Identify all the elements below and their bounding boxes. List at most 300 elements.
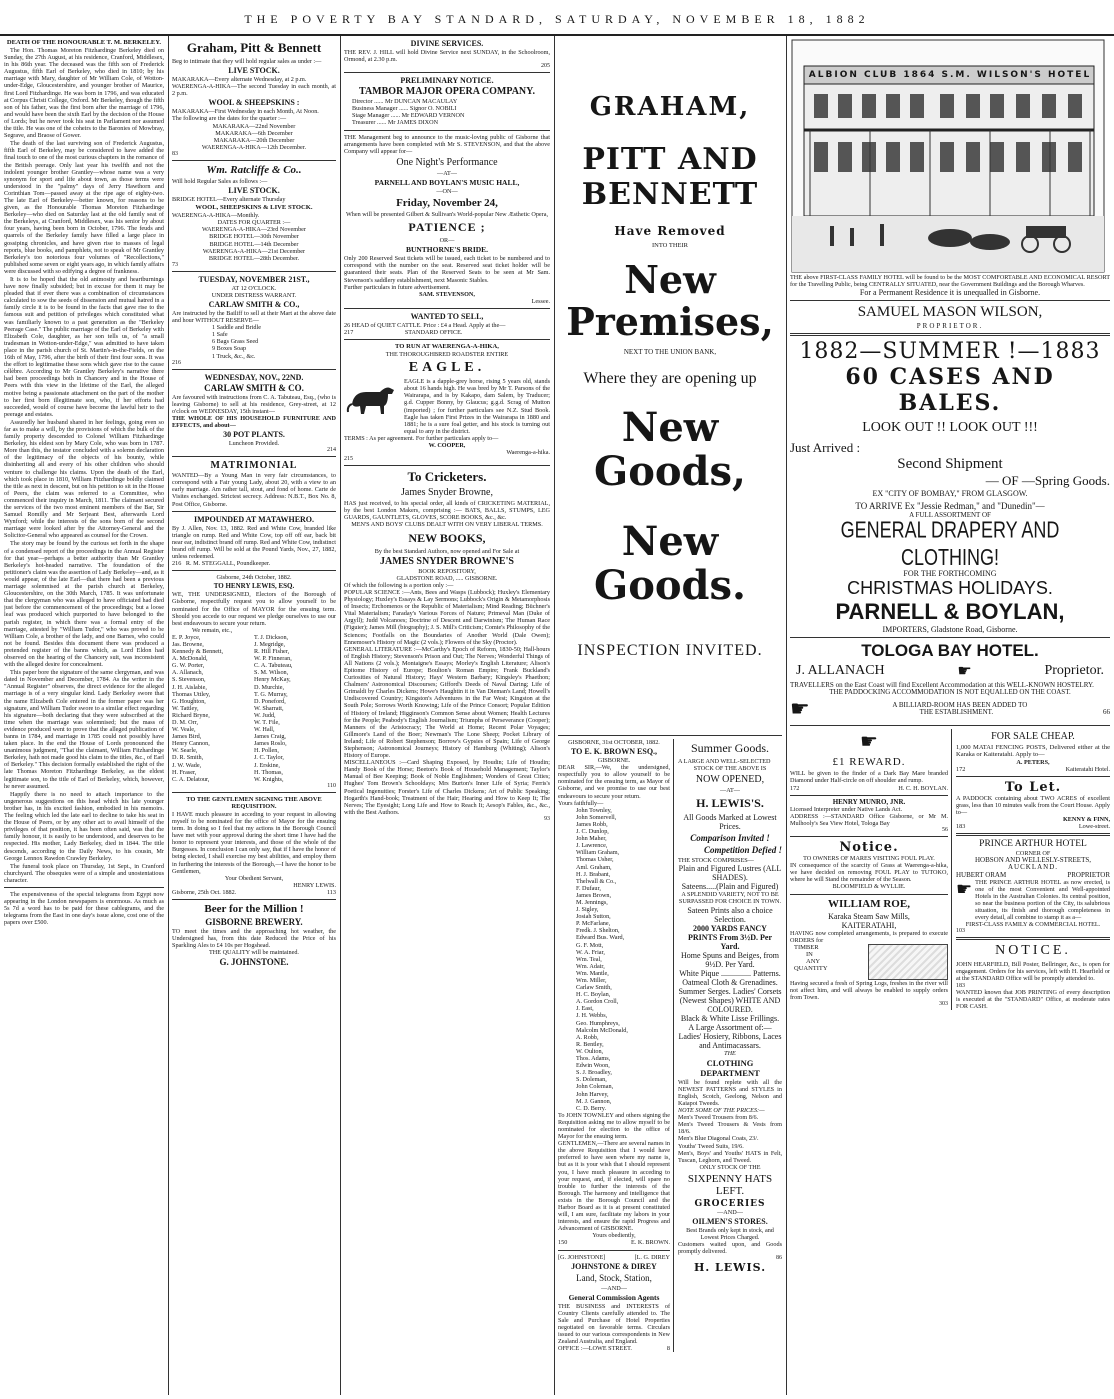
ad-text: Only 200 Reserved Seat tickets will be issued, each ticket to be numbered and to correspond with the number on the seat. Reserved seat ticket holder will be guaranteed their seats. Plan of the Reserved Seats to be seen at Mr Sam. Stevenson's saddlery establishment, next Masonic Stables. bbox=[344, 255, 550, 284]
divider bbox=[172, 369, 336, 370]
ad-number: 56 bbox=[942, 827, 948, 834]
masthead bbox=[0, 0, 1114, 36]
ad-text: Yours faithfully— bbox=[558, 799, 604, 807]
ad-text: THE STOCK COMPRISES— bbox=[678, 857, 754, 865]
ad-heading: General Commission Agents bbox=[568, 1292, 660, 1302]
ad-text: TO meet the times and the approaching hot weather, the Undersigned has, from this date Reduced the Price of his Sparkling Ales to £4 10s per Hogshead. bbox=[172, 927, 336, 950]
divider bbox=[344, 465, 550, 466]
divider bbox=[172, 511, 336, 512]
ad-heading: PARNELL AND BOYLAN'S MUSIC HALL, bbox=[374, 177, 520, 187]
ad-signature: H. LEWIS. bbox=[693, 1261, 767, 1275]
col5-lower-right bbox=[956, 729, 1110, 1009]
divider bbox=[558, 1250, 670, 1251]
berkeley-heading: DEATH OF THE HONOURABLE T. M. BERKELEY. bbox=[6, 39, 162, 46]
list-item: W. Searle, bbox=[172, 747, 198, 755]
ad-heading: GISBORNE BREWERY. bbox=[205, 916, 303, 927]
list-item: H. J. Brabant, bbox=[576, 870, 611, 878]
ad-text: THE PRINCE ARTHUR HOTEL as now erected, is one of the most Convenient and Well-appointed Hotels in the Australian Colonies. Its central position, so near the business portion of the City, its salubrious situation, its finish and thorough completeness in every detail, all combine to stamp it as a— bbox=[975, 878, 1110, 922]
ad-text: ADDRESS :—STANDARD Office Gisborne, or Mr M. Mulhooly's Sea View Hotel, Tologa Bay bbox=[790, 812, 948, 827]
ad-text bbox=[172, 889, 336, 896]
ad-text bbox=[956, 872, 1110, 879]
paragraph: The funeral took place on Thursday, 1st Sept., in Cranford churchyard. The obsequies were of a simple and unostentatious character. bbox=[4, 862, 164, 884]
list-item: James Craig, bbox=[254, 733, 286, 741]
list-item: A. McDonald, bbox=[172, 655, 208, 663]
ad-text bbox=[558, 1239, 670, 1246]
ad-text: Will hold Regular Sales as follows :— bbox=[172, 177, 268, 185]
ad-text: J. ALLANACH bbox=[796, 663, 885, 679]
ad-text: Customers waited upon, and Goods promptly delivered. bbox=[678, 1241, 782, 1256]
ad-text: THE REV. J. HILL will hold Divine Service next SUNDAY, in the Schoolroom, Ormond, at 2.30 p.m. bbox=[344, 49, 550, 64]
lewis-reply bbox=[172, 796, 336, 896]
ad-heading: 30 POT PLANTS. bbox=[223, 430, 285, 440]
ad-heading: James Snyder Browne, bbox=[401, 487, 493, 499]
hotel-sign: ALBION CLUB 1864 S.M. WILSON'S HOTEL bbox=[808, 70, 1092, 80]
col5-lower bbox=[790, 729, 1110, 1009]
ad-text: TO ARRIVE Ex "Jessie Redman," and "Dunedin"— bbox=[855, 501, 1045, 512]
ad-text: Black & White Lisse Frillings. bbox=[680, 1013, 780, 1023]
paragraph: The expensiveness of the special telegrams from Egypt now appearing in the London newspapers is enormous. As much as 5s 7d a word has to be paid for these cablegrams, and the telegrams from the East in one day's issue alone, cost one of the papers over £500. bbox=[4, 890, 164, 927]
ad-text: GISBORNE, 31st OCTOBER, 1882. bbox=[568, 739, 660, 746]
ad-text: HAVING now completed arrangements, is prepared to execute ORDERS for bbox=[790, 929, 948, 944]
list-item: John Coleman, bbox=[576, 1083, 614, 1091]
ad-heading: PITT AND BENNETT bbox=[581, 142, 759, 212]
list-item: M. J. Gannon, bbox=[576, 1097, 612, 1105]
list-item: C. D. Berry. bbox=[576, 1104, 607, 1112]
ad-text bbox=[956, 823, 1110, 830]
paragraph: Happily there is no need to attach importance to the ungenerous suggestions on this head which his late younger brother has, in his excited fashion, embodied in his memoirs. The feeling which led the late earl to decline to take his seat in the House of Peers, or by any other act to avail himself of the privileges of that position, it has been often said, was that the family honour, it is easily to be understood, and deserves to be respected. His mother, Lady Berkeley, died in 1844. The title descends, according to the Daily News, to his cousin, Mr George Lennox Rawdon Crawley Berkeley. bbox=[4, 790, 164, 862]
list-item: P. McFarlane, bbox=[576, 920, 611, 928]
ad-text: A LARGE AND WELL-SELECTED bbox=[678, 758, 771, 765]
divine-services-ad bbox=[344, 39, 550, 69]
ad-heading: Friday, November 24, bbox=[396, 197, 498, 210]
ad-text: By J. Allen, Nov. 13, 1882. Red and White Cow, branded like triangle on rump. Red and White Cow, top off off ear, back bit near ear, indistinct brand off rump. Red and White Cow, indistinct brand off rump. Will be sold at the Pound Yards, Nov., 27, 1882, unless redeemed. bbox=[172, 524, 336, 561]
ad-heading: MATRIMONIAL bbox=[210, 460, 298, 472]
ad-heading: TO THE GENTLEMEN SIGNING THE ABOVE REQUISITION. bbox=[186, 795, 322, 810]
list-item: 1 Truck, &c., &c. bbox=[212, 352, 256, 360]
ad-text: A SPLENDID VARIETY, NOT TO BE SURPASSED FOR CHOICE IN TOWN. bbox=[678, 891, 782, 906]
timber-illustration bbox=[868, 944, 948, 980]
ad-text: THE above FIRST-CLASS FAMILY HOTEL will be found to be the MOST COMFORTABLE AND ECONOMICAL RESORT for the Travelling Public, being CENTRALLY SITUATED, near the Government Buildings and the Borough Wharves. bbox=[790, 274, 1110, 289]
divider bbox=[790, 836, 948, 837]
list-item: G. F. Mott, bbox=[576, 941, 604, 949]
telegrams-article bbox=[4, 891, 164, 926]
ad-text: CORNER OF bbox=[1015, 850, 1051, 858]
list-item: J. C. Dunlop, bbox=[576, 828, 609, 836]
ad-text: All Goods Marked at Lowest Prices. bbox=[683, 813, 777, 832]
list-item: W. Oulton, bbox=[576, 1047, 604, 1055]
ad-number: 8 bbox=[666, 1345, 670, 1353]
ad-signature: A. PETERS, bbox=[1016, 758, 1050, 766]
ad-number: 93 bbox=[544, 815, 550, 822]
eagle-body bbox=[344, 378, 550, 435]
ad-text: HOBSON AND WELLESLY-STREETS, bbox=[974, 856, 1092, 865]
ad-text: THE ESTABLISHMENT. bbox=[919, 708, 994, 717]
ad-heading: Comparison Invited ! bbox=[690, 833, 770, 844]
list-item: D. Murchie, bbox=[254, 683, 285, 691]
ad-heading: FOR SALE CHEAP. bbox=[991, 731, 1075, 743]
divider bbox=[344, 308, 550, 309]
list-item: D. M. Orr, bbox=[172, 719, 199, 726]
ad-text: Your Obedient Servant, bbox=[224, 874, 284, 882]
list-item: H. Pollen, bbox=[254, 747, 279, 755]
timber-layout bbox=[790, 944, 948, 980]
ad-text: Oatmeal Cloth & Grenadines. bbox=[682, 977, 778, 987]
ad-subheading: LIVE STOCK. bbox=[228, 66, 280, 76]
ad-heading: TOLOGA BAY HOTEL. bbox=[861, 641, 1039, 661]
ad-text: HAS just received, to his special order, all kinds of CRICKETING MATERIAL, by the best London Makers, comprising :— BATS, BALLS, STUMPS, LEG GUARDS, GAUNTLETS, GLOVES, SCORE BOOKS, &c., &c. bbox=[344, 500, 550, 522]
ad-text: For a Permanent Residence it is unequalled in Gisborne. bbox=[859, 288, 1041, 298]
ad-text: WAERENGA-A-HIKA—Monthly. bbox=[172, 212, 260, 220]
list-item: John Maher, bbox=[576, 835, 607, 843]
ad-text: ANY bbox=[806, 957, 821, 965]
impounded-ad bbox=[172, 515, 336, 568]
column-rule bbox=[786, 36, 787, 1395]
ad-heading: WANTED TO SELL, bbox=[410, 311, 484, 321]
ad-text: UNDER DISTRESS WARRANT. bbox=[211, 291, 297, 299]
list-item: Geo. Humphreys, bbox=[576, 1019, 620, 1027]
ad-text: IN bbox=[806, 950, 813, 958]
ad-text bbox=[790, 785, 948, 792]
ad-text: Of which the following is a portion only :— bbox=[344, 581, 454, 589]
ad-text: THE PADDOCKING ACCOMMODATION IS NOT EQUALLED ON THE COAST. bbox=[829, 688, 1071, 697]
ad-text: I HAVE much pleasure in acceding to your request in allowing myself to be nominated for the office of Mayor for the ensuing term. In doing so I feel that my actions in the Borough Council have met with your approval during the short time I have had the honor to represent your interests, and those of the whole of the Burgesses. In conclusion I can only say, that if I have the honor of being elected, I shall exercise my best abilities, and employ them in furthering the interests of the Borough,—I have the honor to be Gentlemen, bbox=[172, 810, 336, 875]
ad-text: Where they are opening up bbox=[583, 370, 757, 388]
list-item: G. Houghton, bbox=[172, 697, 206, 705]
ad-text: WE, THE UNDERSIGNED, Electors of the Borough of Gisborne, respectfully request you to allow yourself to be nominated for the Office of MAYOR for the ensuing term. Should you accede to our request we pledge ourselves to use our best endeavours to secure your return. bbox=[172, 591, 336, 627]
ad-text: A BILLIARD-ROOM HAS BEEN ADDED TO bbox=[892, 701, 1028, 710]
list-item: M. Jennings, bbox=[576, 898, 608, 906]
ad-text: Waerenga-a-hika. bbox=[506, 449, 550, 457]
ad-text: 1,000 MATAI FENCING POSTS, Delivered either at the Karaka or Kaiteratahi. Apply to— bbox=[956, 744, 1110, 759]
list-item: Wm. Mantle, bbox=[576, 969, 609, 977]
paragraph: This paper bore the signature of the same clergyman, and was dated in November and December, 1784. As the writer in the "Annual Register" observes, the direct evidence for the alleged marriage is of a very singular kind. Lady Berkeley swore that the name Elizabeth Cole entered in the former paper was her signature, and William Tudor swore to a similar effect regarding his signature—both declaring that they were subscribed at the time when the marriage was solemnised; but the mass of evidence produced went to prove that the alleged publication of banns in 1784, and marriage in 1785 could not possibly have taken place. In the end the House of Lords pronounced the unanimous judgment, "That the claimant, William Fitzhardinge Berkeley, hath not made good his claim to the titles, &c., of Earl of Berkeley." This decision formally established the right of the late Thomas Moreton Fitzhardinge Berkeley, as the eldest legitimate son, to the title of Earl of Berkeley, which, however, he never assumed. bbox=[4, 669, 164, 790]
ad-signature: H. C. H. BOYLAN. bbox=[898, 784, 948, 792]
ad-text: White Pique ............... Patterns. bbox=[679, 968, 781, 978]
list-item: J. Erskine, bbox=[254, 761, 280, 769]
ad-text: WANTED—By a Young Man in very fair circumstances, to correspond with a Fair young Lady, about 20, with a view to an early marriage. Am rather tall, stout, and fond of home. Carte de Visites exchanged. Strictest secrecy. Address: N.B.T., Box No. 8, Post Office, Gisborne. bbox=[172, 472, 336, 508]
list-item: J. H. Webbs, bbox=[576, 1012, 608, 1020]
ad-text: [L. G. DIREY bbox=[634, 1253, 670, 1261]
ad-heading: 60 CASES AND BALES. bbox=[845, 364, 1055, 417]
ad-signature: G. JOHNSTONE. bbox=[219, 957, 289, 968]
list-item: D. R. Smith, bbox=[172, 754, 204, 762]
ad-signature: E. K. BROWN. bbox=[630, 1239, 670, 1247]
ad-text: IN consequence of the scarcity of Grass at Waerenga-a-hika, we have decided on removing FOUL PLAY to TUTOKO, where he will Stand the remainder of the Season. bbox=[790, 862, 948, 884]
ad-signature: KENNY & FINN, bbox=[1062, 816, 1110, 824]
ad-text: DEAR SIR,—We, the undersigned, respectfully you to allow yourself to be nominated for the ensuing term, as Mayor of Gisborne, and we promise to use our best endeavours to secure your return. bbox=[558, 764, 670, 800]
ad-number: 150 bbox=[558, 1239, 568, 1247]
column-rule bbox=[168, 36, 169, 1395]
ad-text: POPULAR SCIENCE :—Ants, Bees and Wasps (Lubbock); Huxley's Elementary Physiology; Huxley's Essays & Lay Sermons; Lubbock's Origin & Metamorphosis of Insects; Erchomenos or the Republic of Materialism; Mind Reading; Büchner's Vital Materialism; Faraday's Various Forces of Nature; Primeval Man (Duke of Argyll); Judd Volcanoes; Doctrine of Descent and Darwinism; The Human Race (Figuier); James Mill (biography); J. S. Mill's Criticism; Comte's Philosophy of the Sciences; Footfalls on the Boundaries of Another World (Dale Owen); Ennemoser's History of Magic (2 vols.); Flowers of the Sky (Proctor). bbox=[344, 588, 550, 646]
list-item: S. Doleman, bbox=[576, 1076, 607, 1084]
ad-text: INTO THEIR bbox=[651, 242, 689, 249]
ad-text: TRAVELLERS on the East Coast will find Excellent Accommodation at this WELL-KNOWN HOSTELRY. bbox=[790, 681, 1094, 690]
sale-items bbox=[172, 324, 336, 359]
ad-text: QUANTITY bbox=[794, 964, 828, 972]
ad-heading: WILLIAM ROE, bbox=[828, 897, 910, 910]
wilson-drapery-ad bbox=[790, 304, 1110, 634]
list-item: W. Judd, bbox=[254, 711, 276, 719]
ad-text: GENTLEMEN,—There are several names in the above Requisition that I would have preferred to have seen where my name is, but as it is your wish that I should represent you, I have much pleasure in acceding to your request, and, if elected, will spare no trouble to further the interests of the Borough. The harmony and intelligence that exists in the Borough Council and the Harbor Board as it is at present constituted will, I am sure, facilitate my labors in your interests, and ensure the rapid Progress and Advancement of GISBORNE. bbox=[558, 1140, 670, 1233]
list-item: T. J. Dickson, bbox=[254, 633, 289, 641]
billiard-row bbox=[790, 696, 1110, 722]
ad-number: 216 bbox=[172, 560, 182, 568]
ad-heading: £1 REWARD. bbox=[832, 756, 906, 769]
timber-left bbox=[790, 944, 868, 980]
ad-text: LOOK OUT !! LOOK OUT !!! bbox=[862, 420, 1038, 436]
col5-lower-left bbox=[790, 729, 952, 1009]
list-item: W. Knights, bbox=[254, 775, 284, 783]
ad-text: Men's Tweed Trousers & Vests from 18/6. bbox=[678, 1121, 782, 1136]
list-item: Thelwall & Co., bbox=[576, 877, 617, 885]
ad-text: Having secured a fresh of Spring Logs, freshes in the river will not affect him, and will always be enabled to supply orders from Town. bbox=[790, 979, 948, 1001]
ad-text: Karaka Steam Saw Mills, bbox=[828, 911, 910, 921]
horse-icon bbox=[344, 378, 400, 418]
column-2 bbox=[172, 38, 336, 1393]
ad-text: FIRST-CLASS FAMILY & COMMERCIAL HOTEL. bbox=[965, 921, 1101, 929]
list-item: J. Lawrence, bbox=[576, 842, 608, 850]
signatory-list bbox=[172, 634, 336, 783]
ad-text: Youths' Tweed Suits, 19/6. bbox=[678, 1142, 744, 1150]
ad-text: —AT— bbox=[720, 787, 740, 795]
ad-text: NEXT TO THE UNION BANK, bbox=[623, 348, 717, 357]
pah-body bbox=[956, 879, 1110, 922]
list-item: 9 Boxes Soap bbox=[212, 345, 247, 353]
ad-text: Plain and Figured Lustres (ALL SHADES). bbox=[678, 864, 782, 883]
ad-text: WILL be given to the finder of a Dark Bay Mare branded Diamond under Half-circle on off shoulder and rump. bbox=[790, 770, 948, 785]
names-left bbox=[172, 634, 254, 783]
matrimonial-ad bbox=[172, 460, 336, 507]
distress-sale-ad bbox=[172, 275, 336, 366]
list-item: W. T. File, bbox=[254, 719, 280, 726]
list-item: 6 Bags Grass Seed bbox=[212, 338, 259, 346]
list-item: S. M. Wilson, bbox=[254, 669, 289, 677]
ad-text: STOCK OF THE ABOVE IS bbox=[693, 765, 767, 773]
ad-heading: Beer for the Million ! bbox=[204, 902, 304, 915]
list-item: A. Robb, bbox=[576, 1033, 599, 1041]
books-ad bbox=[344, 469, 550, 822]
pointing-hand-icon: ☛ bbox=[860, 731, 878, 754]
ad-text: Men's Blue Diagonal Coats, 23/. bbox=[678, 1135, 759, 1143]
ad-signature: W. COOPER, bbox=[428, 442, 466, 449]
ad-text: Are favoured with instructions from C. A. Tabuteau, Esq., (who is leaving Gisborne) to sell at his residence, Grey-street, at 12 o'clock on WEDNESDAY, 15th instant— bbox=[172, 393, 336, 415]
list-item: W. Veale, bbox=[172, 726, 196, 734]
ad-number: 113 bbox=[326, 888, 336, 896]
ad-heading: TO RUN AT WAERENGA-A-HIKA, bbox=[395, 343, 499, 351]
ad-heading: BUNTHORNE'S BRIDE. bbox=[405, 245, 489, 255]
ad-subheading: LIVE STOCK. bbox=[228, 186, 280, 196]
ad-text bbox=[956, 766, 1110, 773]
graham-premises-ad bbox=[558, 92, 782, 732]
list-item: C. A. Tabuteau, bbox=[254, 662, 293, 670]
ad-text: —ON— bbox=[436, 187, 458, 195]
firm-name: Wm. Ratcliffe & Co.. bbox=[206, 163, 302, 176]
ad-heading: — OF —Spring Goods. bbox=[985, 473, 1110, 489]
list-item: Business Manager ...... Signor O. NOBILI bbox=[352, 105, 457, 113]
ad-number: 83 bbox=[172, 150, 178, 157]
ad-heading: GROCERIES bbox=[694, 1198, 766, 1209]
list-item: Jas. Browne, bbox=[172, 640, 204, 648]
list-item: R. Hill Fisher, bbox=[254, 648, 290, 656]
ad-heading: Competition Defied ! bbox=[704, 845, 782, 856]
firm-name: Graham, Pitt & Bennett bbox=[186, 40, 322, 55]
ad-text: WAERENGA-A-HIKA—23rd November bbox=[202, 226, 306, 234]
ad-text: TERMS : As per agreement. For further particulars apply to— bbox=[344, 434, 499, 442]
list-item: C. A. Delatour, bbox=[172, 775, 210, 783]
ad-text: MISCELLANEOUS :—Card Shaping Exposed, by Houdin; Life of Houdin; Handy Book of the Horse; Beeton's Book of Household Management; Taylor's Manual of Bee Keeping; Book of Noble Englishmen; Wonders of Great Cities; Hughes' Tom Brown's Schooldays; Mrs Burton's Inner Life of Syria; Ferris's Poetical Ingenuities; Forster's Life of Charles Dickens; Art of Public Speaking; Hogarth's Hand-book; Treatment of the Hair; Hearing and How to Keep It; The Nerves; The Eyesight; Long Life and How to Reach It; Aesop's Fables, &c., &c., with the Best Authors. bbox=[344, 759, 550, 816]
ad-text: OR— bbox=[439, 237, 455, 245]
ad-text: OFFICE :—LOWE STREET. bbox=[558, 1345, 632, 1353]
list-item: Treasurer ...... Mr JAMES DIXON bbox=[352, 119, 439, 127]
paragraph: The Hon. Thomas Moreton Fitzhardinge Berkeley died on Sunday, the 27th August, at his residence, Cranford, Middlesex, in his 86th year. The deceased was the fifth son of Frederick Augustus, fifth Earl of Berkeley, who died in 1810; by his marriage with Mary, daughter of Mr William Cole, of Wotton-under-Edge, Gloucestershire, and younger brother of Maurice, first Lord Fitzhardinge. He was born in 1796, and was educated at Corpus Christi College, Oxford. Mr Berkeley, though the fifth son of his father, was the first born after the marriage of 1796, and would have been the sixth Earl by the decision of the House of Lords; but he never took his seat in Parliament nor assumed the title. He was one of the coheirs to the Baronies of Mowbray, Segrave, and Braose of Gower. bbox=[4, 47, 164, 140]
cattle-ad bbox=[344, 312, 550, 336]
list-item: Kennedy & Bennett, bbox=[172, 648, 224, 656]
ad-text: ONLY STOCK OF THE bbox=[699, 1163, 761, 1171]
ad-number: 172 bbox=[790, 784, 800, 792]
ad-text: Lessee. bbox=[531, 297, 550, 305]
ad-heading: NEW BOOKS, bbox=[408, 530, 486, 545]
ad-heading: TO E. K. BROWN ESQ., bbox=[570, 747, 658, 757]
ad-text: EAGLE is a dapple-grey horse, rising 5 years old, stands about 16 hands high. He was bred by Mr T. Parsons of the Wairarapa, and is by Kakapo, dam Salem, by Traducer; g.d. Cupper Bonny, by Glaucus; g.g.d. Scrag of Mutton (imported) ; for further particulars see N.Z. Stud Book. Eagle has taken First Prizes in the Wairarapa in 1880 and 1881; he is a sure foal getter, and his stock is turning out equal to any in the district. bbox=[404, 378, 550, 435]
list-item: Stage Manager ...... Mr EDWARD VERNON bbox=[352, 112, 465, 120]
list-item: J. East, bbox=[576, 1005, 594, 1013]
berkeley-article bbox=[4, 47, 164, 884]
list-item: 1 Saddle and Bridle bbox=[212, 324, 261, 332]
ad-text: TO OWNERS OF MARES VISITING FOUL PLAY. bbox=[803, 855, 935, 863]
list-item: H. C. Boylan, bbox=[576, 991, 611, 999]
ad-number: 183 bbox=[956, 823, 966, 831]
list-item: H. Thomas, bbox=[254, 768, 283, 776]
ad-text: [G. JOHNSTONE] bbox=[558, 1253, 606, 1261]
list-item: A. Gordon Croll, bbox=[576, 998, 619, 1006]
brown-requisition bbox=[558, 739, 674, 1352]
list-item: G. W. Porter, bbox=[172, 662, 205, 670]
divider bbox=[790, 300, 1110, 301]
opera-ad bbox=[344, 76, 550, 305]
list-item: James Robb, bbox=[576, 820, 608, 828]
ad-text: IMPORTERS, Gladstone Road, Gisborne. bbox=[882, 625, 1018, 635]
ad-text: AT 12 O'CLOCK. bbox=[231, 284, 277, 292]
ad-heading: TO HENRY LEWIS, ESQ. bbox=[213, 582, 295, 591]
ad-text: 26 HEAD of QUIET CATTLE. Price : £4 a Head. Apply at the— bbox=[344, 321, 506, 329]
ad-signature: SAM. STEVENSON, bbox=[419, 290, 475, 298]
column-5 bbox=[790, 38, 1110, 1393]
list-item: Director ...... Mr DUNCAN MACAULAY bbox=[352, 98, 458, 106]
list-item: James Bird, bbox=[172, 733, 202, 741]
divider bbox=[956, 776, 1110, 777]
list-item: J. W. Wade, bbox=[172, 761, 202, 769]
ad-text: Beg to intimate that they will hold regular sales as under :— bbox=[172, 58, 322, 65]
divider bbox=[172, 899, 336, 900]
paragraph: It is to be hoped that the old animosity and heartburnings have now finally subsided; but in excuse for them it may be pleaded that if ever there was a combination of circumstances calculated to sow the seeds of dissension and mutual hatred in a family circle it is to be found in the facts that gave rise to the famous suit and petition of privileges which constituted what was familiarly known to a past generation as the "Berkeley Peerage Case." The public marriage of the Earl of Berkeley with Elizabeth Cole, daughter, as her son tells us, of "a small tradesman in Wotton-under-Edge," was admitted to have taken place in the parish church of St. Martin's-in-the-Fields, on the 16th of May, 1796, after the birth of their first four sons. It was the effort to legitimatise these sons which gave rise to the cause célèbre. According to Mr Grantley Berkeley's narrative there had been proceedings both in Chancery and in the House of Peers with this view in the lifetime of the Earl, the alleged motive being a passionate attachment on the part of the mother to her first born illegitimate son, who, if her efforts had succeeded, would of course have become the lawful heir to the peerage and estates. bbox=[4, 276, 164, 418]
list-item: W. Tattley, bbox=[172, 704, 199, 712]
list-item: Thos. Adams, bbox=[576, 1055, 611, 1063]
ad-text: —AT— bbox=[437, 169, 457, 177]
ad-text: BRIDGE HOTEL—14th December bbox=[209, 240, 299, 248]
ad-text: HUBERT ORAM bbox=[956, 870, 1007, 879]
ad-text: Luncheon Provided. bbox=[228, 440, 280, 448]
list-item: H. Fraser, bbox=[172, 768, 197, 776]
tologa-ad bbox=[790, 641, 1110, 722]
ad-text: A Large Assortment of:— Ladies' Hosiery, Ribbons, Laces and Antimacassars. bbox=[678, 1022, 782, 1050]
list-item: Aml. Graham, bbox=[576, 863, 612, 871]
list-item: Edwin Woon, bbox=[576, 1062, 610, 1070]
ad-text: A PADDOCK containing about TWO ACRES of excellent grass, less than 10 minutes walk from the Court House. Apply to— bbox=[956, 794, 1110, 816]
ad-text: THE QUALITY will be maintained. bbox=[209, 949, 299, 957]
ad-text: Men's Tweed Trousers from 8/6. bbox=[678, 1114, 759, 1122]
ad-text: TIMBER bbox=[794, 943, 819, 951]
ratcliffe-ad bbox=[172, 164, 336, 268]
ad-text: INSPECTION INVITED. bbox=[577, 642, 763, 660]
list-item: J. H. Aislabie, bbox=[172, 683, 207, 691]
ad-text: Sateen Prints also a choice Selection. bbox=[687, 905, 773, 924]
list-item: D. Poneford, bbox=[254, 697, 286, 705]
ad-text: THE WHOLE OF HIS HOUSEHOLD FURNITURE AND EFFECTS, and about— bbox=[172, 414, 336, 429]
ad-text: MAKARAKA—Every alternate Wednesday, at 2 p.m. bbox=[172, 76, 307, 84]
list-item: W. Hall, bbox=[254, 726, 275, 734]
ad-heading: GENERAL DRAPERY AND CLOTHING! bbox=[840, 516, 1060, 571]
ad-heading: WEDNESDAY, NOV., 22ND. bbox=[204, 372, 304, 382]
list-item: J. Megridge, bbox=[254, 640, 286, 648]
ad-heading: Have Removed bbox=[614, 224, 726, 238]
ad-text: Lowe-street. bbox=[1078, 823, 1110, 831]
ad-text: Kaiteratahi Hotel. bbox=[1065, 765, 1110, 773]
paragraph: The story may be found by the curious set forth in the shape of a condensed report of the proceedings in the Annual Register for that year—perhaps a better authority than Mr Grantley Berkeley's hot-headed narrative. The foundation of the petitioner's claim was the assertion of Lady Berkeley—and, as it would appear, of the late Earl—that there had been a previous marriage solemnised at the parish church at Berkeley, Gloucestershire, on the 30th March, 1785. It was unfortunate that the clergyman who was alleged to have officiated had died just before the commencement of the proceedings; but a loose leaf was produced which purported to have belonged to the parish register, in which there was a formal entry of the marriage, attested by "William Tudor," who was proved to be William Cole, a brother of the lady, and one Barnes, who could not be found. Besides this document there was produced a pretended register of the banns which, as Lord Eldon had observed on the hearing of the Chancery suit, was inconsistent with the alleged desire for concealment. bbox=[4, 540, 164, 669]
ad-text: WANTED known that JOB PRINTING of every description is executed at the "STANDARD" Office, at moderate rates FOR CASH. bbox=[956, 988, 1110, 1010]
ad-text bbox=[558, 1254, 670, 1261]
ad-number: 215 bbox=[344, 456, 353, 463]
ad-heading: EAGLE. bbox=[408, 360, 486, 376]
divider bbox=[790, 795, 948, 796]
ad-text: BRIDGE HOTEL—28th December. bbox=[208, 254, 300, 262]
ad-subheading: WOOL, SHEEPSKINS & LIVE STOCK. bbox=[195, 204, 313, 212]
graham-sales-ad bbox=[172, 40, 336, 157]
ad-text: PROPRIETOR. bbox=[916, 322, 984, 331]
ad-text: Will be found replete with all the NEWEST PATTERNS and STYLES in English, Scotch, Geelong, Nelson and Kaiapoi Tweeds. bbox=[678, 1078, 782, 1107]
ad-number: 217 bbox=[344, 328, 354, 336]
ad-text: Home Spuns and Beiges, from 9½D. Per Yard. bbox=[681, 950, 779, 969]
list-item: Malcolm McDonald, bbox=[576, 1026, 628, 1034]
ad-text: GENERAL LITERATURE :—McCarthy's Epoch of Reform, 1830-50; Hall-hours of English History; Stevenson's Prison and Out; The Nerves; Wonderful Things of All Nations (2 vols.); Montaigne's Essays; Morley's English Literature; Alison's Epitome History of Europe; Boulton's Roman Empire; Frank Buckland's Curiosities of Natural History; Hays' Western Barbary; Kingsley's Phaethon; Chalmers' Astronomical Discourses; Gifford's Deeds of Naval Daring; Life of Grimaldi by Charles Dickens; Howe's Haughtin it in Van Dieman's Land; Howell's Undiscovered Country; Kingston's Adventures in the Far West; Kingston at the South Pole; Sorrows Worth Knowing; Life of the Prince Consort; Popular Edition of History of Ireland; Higginson's Common Sense about Women; Health Lectures for the People; Peabody's English Journalism; Triumphs of Perseverance (Cooper); Manners of the Aristocracy; The World at Home; Recent Polar Voyages; Gillmore's Land of the Boer; Newman's The Lone Sheep; Pocket Library of Ireland; Life of Robert Stephenson; Borrow's Gypsies of Spain; Life of George Stephenson; Astronomical Journeys; History of Hamburg (Whiting); Alison's History of Europe. bbox=[344, 645, 550, 760]
list-item: E. P. Joyce, bbox=[172, 633, 201, 641]
ad-number: 172 bbox=[956, 765, 966, 773]
pointing-hand-icon: ☛ bbox=[790, 696, 810, 722]
ad-heading: H. LEWIS'S. bbox=[696, 796, 764, 811]
ad-text: A FULL ASSORTMENT OF bbox=[909, 511, 991, 520]
ad-heading: PATIENCE ; bbox=[408, 220, 486, 235]
list-item: A. Allanach, bbox=[172, 669, 204, 677]
divider bbox=[344, 72, 550, 73]
names-right bbox=[254, 634, 336, 783]
ad-heading: NOTICE. bbox=[995, 943, 1071, 959]
ad-text: EX "CITY OF BOMBAY," FROM GLASGOW. bbox=[872, 489, 1028, 499]
ad-text: MAKARAKA—20th December bbox=[213, 136, 295, 144]
list-item: W. Sharratt, bbox=[254, 704, 284, 712]
list-item: Henry Cannon, bbox=[172, 740, 210, 748]
ad-text: Sateens.....(Plain and Figured) bbox=[681, 882, 779, 892]
ad-heading: TUESDAY, NOVEMBER 21ST., bbox=[198, 274, 310, 284]
ad-number: 103 bbox=[956, 928, 965, 935]
ad-text: PROPRIETOR bbox=[1067, 870, 1110, 879]
ad-text: Further particulars in future advertisement. bbox=[344, 283, 451, 291]
ad-number: 66 bbox=[1103, 708, 1110, 717]
ad-heading: Notice. bbox=[839, 840, 899, 856]
ad-text: MAKARAKA—6th December bbox=[215, 129, 293, 137]
list-item: Henry McKay, bbox=[254, 676, 291, 684]
divider bbox=[4, 887, 164, 888]
ad-heading: GRAHAM, bbox=[589, 92, 751, 122]
ad-text: KAITERATAHI, bbox=[841, 920, 897, 930]
